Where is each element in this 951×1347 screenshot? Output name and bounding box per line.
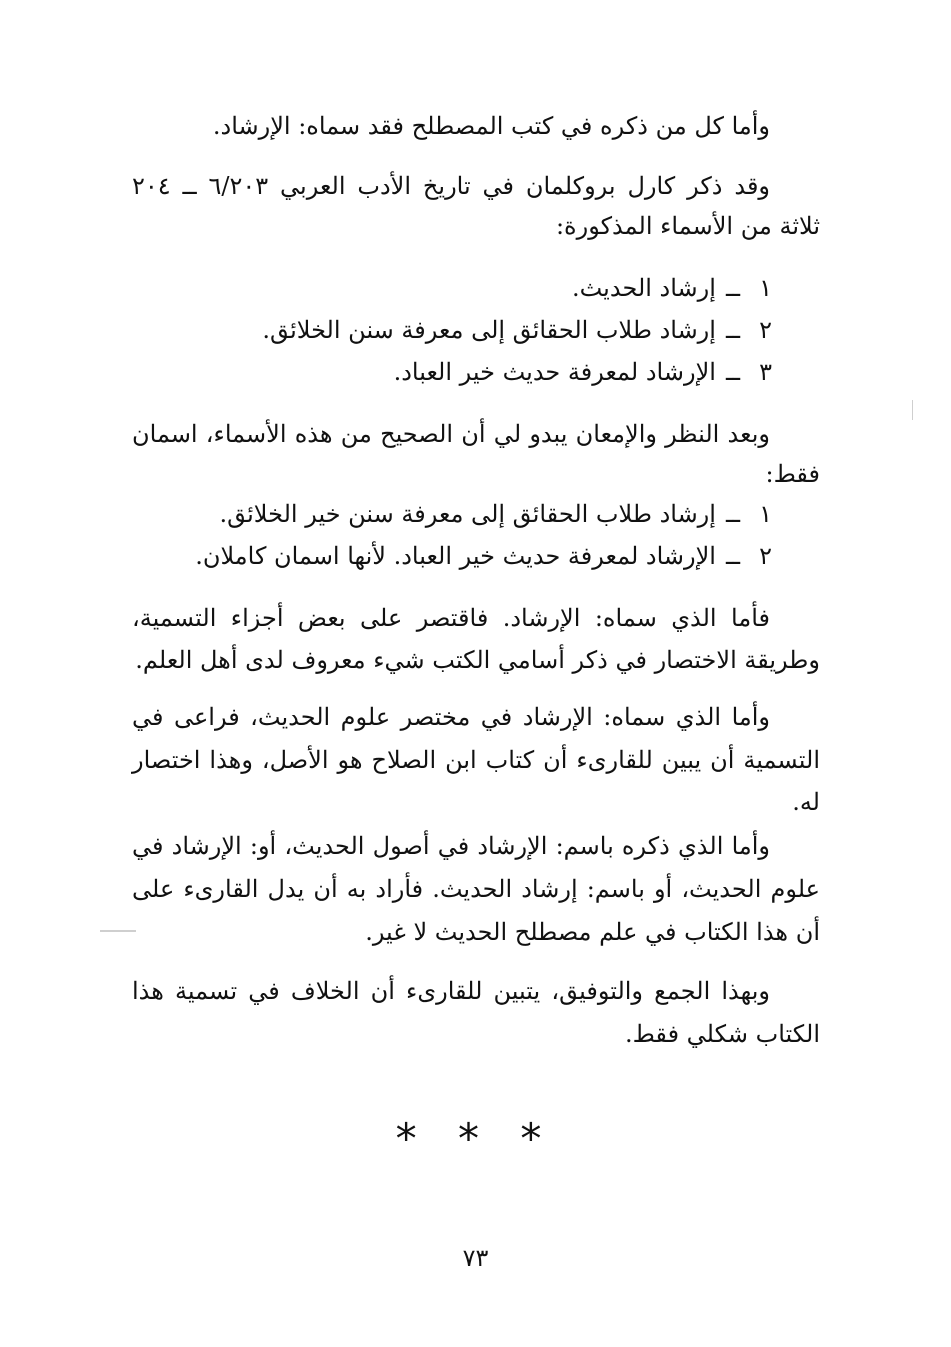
paragraph-line: وبهذا الجمع والتوفيق، يتبين للقارىء أن الخلاف في تسمية هذا [132,977,770,1005]
list-number: ٢ [759,542,772,570]
paragraph-line: وأما الذي سماه: الإرشاد في مختصر علوم الحديث، فراعى في [132,703,770,731]
list-dash: ــ [725,274,740,302]
paragraph-line: فأما الذي سماه: الإرشاد. فاقتصر على بعض أجزاء التسمية، [132,604,770,632]
paragraph-line: وأما الذي ذكره باسم: الإرشاد في أصول الحديث، أو: الإرشاد في [132,832,770,860]
list-text: إرشاد طلاب الحقائق إلى معرفة سنن خير الخلائق. [219,500,716,528]
paragraph-line: علوم الحديث، أو باسم: إرشاد الحديث. فأراد به أن يدل القارىء على [132,875,820,903]
list-dash: ــ [725,316,740,344]
list-number: ٣ [759,358,772,386]
paragraph-line: ثلاثة من الأسماء المذكورة: [555,212,820,240]
paragraph-line: الكتاب شكلي فقط. [625,1020,820,1048]
list-text: الإرشاد لمعرفة حديث خير العباد. لأنها اسمان كاملان. [195,542,716,570]
list-text: إرشاد طلاب الحقائق إلى معرفة سنن الخلائق. [262,316,716,344]
scan-mark [912,400,913,420]
list-text: الإرشاد لمعرفة حديث خير العباد. [393,358,716,386]
paragraph-line: وطريقة الاختصار في ذكر أسامي الكتب شيء معروف لدى أهل العلم. [135,646,820,674]
list-number: ٢ [759,316,772,344]
list-item [132,310,820,350]
list-dash: ــ [725,358,740,386]
paragraph-line: له. [792,788,820,816]
paragraph-line: وأما كل من ذكره في كتب المصطلح فقد سماه: الإرشاد. [212,112,770,140]
list-text: إرشاد الحديث. [571,274,716,302]
section-separator: * * * [395,1114,556,1163]
paragraph-line: فقط: [765,460,820,488]
scan-mark [100,930,136,932]
list-item [132,268,820,308]
list-item [132,494,820,534]
page-number: ٧٣ [462,1244,489,1272]
paragraph-line: وبعد النظر والإمعان يبدو لي أن الصحيح من هذه الأسماء، اسمان [132,420,770,448]
list-dash: ــ [725,542,740,570]
list-dash: ــ [725,500,740,528]
paragraph-line: وقد ذكر كارل بروكلمان في تاريخ الأدب العربي ٦/٢٠٣ ــ ٢٠٤ [132,172,771,200]
list-number: ١ [759,274,772,302]
paragraph-line: أن هذا الكتاب في علم مصطلح الحديث لا غير. [365,918,820,946]
list-item [132,536,820,576]
list-number: ١ [759,500,772,528]
paragraph-line: التسمية أن يبين للقارىء أن كتاب ابن الصلاح هو الأصل، وهذا اختصار [132,746,820,774]
list-item [132,352,820,392]
